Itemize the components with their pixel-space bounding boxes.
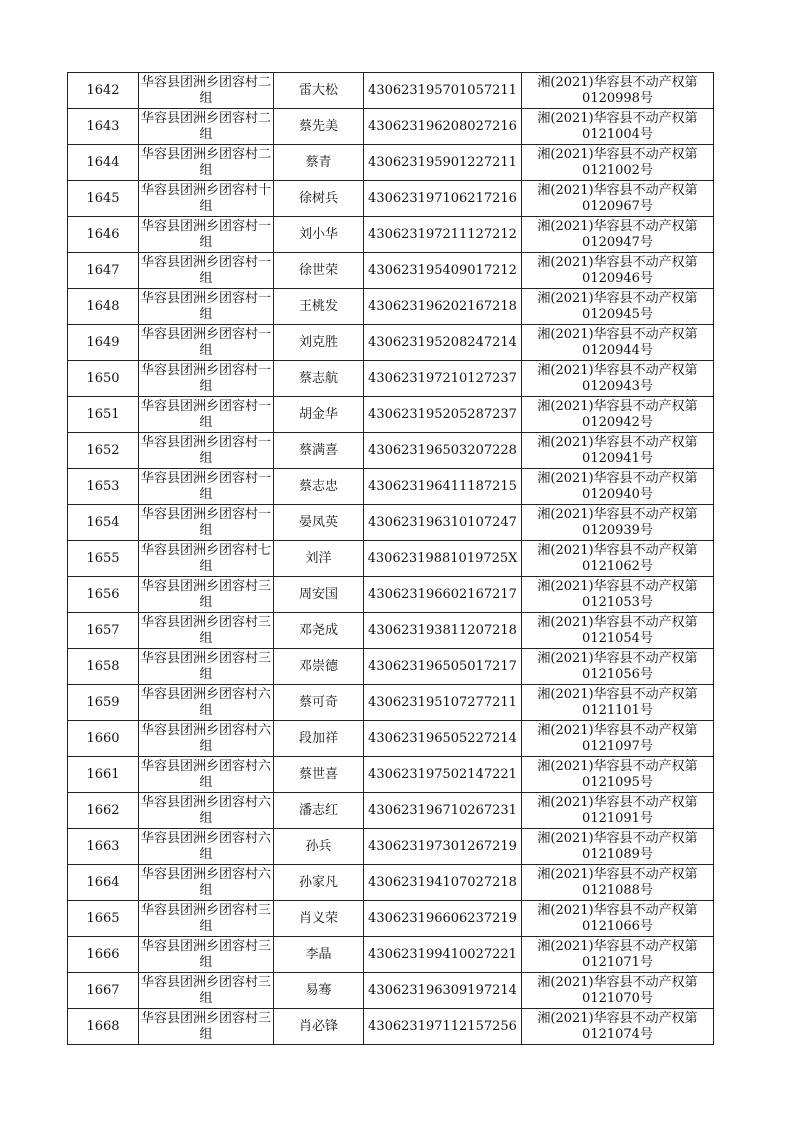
location-cell-text: 华容县团洲乡团容村三组 (140, 974, 271, 1006)
location-cell (139, 397, 274, 433)
owner-name-cell-text: 雷大松 (298, 82, 338, 98)
certificate-cell-text: 湘(2021)华容县不动产权第0121074号 (537, 1010, 698, 1042)
table-row (68, 577, 714, 613)
table-row (68, 829, 714, 865)
owner-name-cell (274, 829, 364, 865)
row-number-cell (68, 865, 139, 901)
row-number-cell (68, 361, 139, 397)
certificate-cell-text: 湘(2021)华容县不动产权第0121054号 (537, 614, 698, 646)
row-number-cell-text: 1654 (86, 514, 120, 530)
owner-name-cell (274, 505, 364, 541)
id-number-cell (364, 1009, 522, 1045)
location-cell (139, 253, 274, 289)
certificate-cell (522, 721, 714, 757)
id-number-cell (364, 145, 522, 181)
certificate-cell-text: 湘(2021)华容县不动产权第0120941号 (537, 434, 698, 466)
row-number-cell-text: 1645 (86, 190, 120, 206)
row-number-cell-text: 1655 (86, 550, 120, 566)
location-cell-text: 华容县团洲乡团容村二组 (140, 74, 271, 106)
owner-name-cell (274, 1009, 364, 1045)
location-cell (139, 541, 274, 577)
owner-name-cell-text: 蔡志忠 (298, 478, 338, 494)
certificate-cell-text: 湘(2021)华容县不动产权第0121091号 (537, 794, 698, 826)
owner-name-cell-text: 潘志红 (298, 802, 338, 818)
table-row (68, 109, 714, 145)
row-number-cell-text: 1664 (86, 874, 120, 890)
id-number-cell-text: 430623197502147221 (368, 766, 517, 782)
owner-name-cell (274, 325, 364, 361)
location-cell-text: 华容县团洲乡团容村一组 (140, 506, 271, 538)
table-row (68, 901, 714, 937)
table-row (68, 541, 714, 577)
id-number-cell (364, 73, 522, 109)
id-number-cell (364, 541, 522, 577)
owner-name-cell (274, 433, 364, 469)
row-number-cell (68, 109, 139, 145)
owner-name-cell-text: 孙家凡 (298, 874, 338, 890)
row-number-cell-text: 1652 (86, 442, 120, 458)
location-cell-text: 华容县团洲乡团容村六组 (140, 722, 271, 754)
location-cell (139, 721, 274, 757)
owner-name-cell (274, 541, 364, 577)
id-number-cell-text: 430623196208027216 (368, 118, 517, 134)
location-cell (139, 793, 274, 829)
owner-name-cell (274, 613, 364, 649)
row-number-cell (68, 505, 139, 541)
owner-name-cell (274, 109, 364, 145)
owner-name-cell-text: 胡金华 (298, 406, 338, 422)
table-row (68, 181, 714, 217)
certificate-cell-text: 湘(2021)华容县不动产权第0120940号 (537, 470, 698, 502)
row-number-cell (68, 649, 139, 685)
id-number-cell (364, 865, 522, 901)
certificate-cell-text: 湘(2021)华容县不动产权第0121089号 (537, 830, 698, 862)
table-row (68, 217, 714, 253)
row-number-cell (68, 757, 139, 793)
id-number-cell-text: 430623197112157256 (368, 1018, 517, 1034)
row-number-cell (68, 145, 139, 181)
table-row (68, 469, 714, 505)
location-cell (139, 469, 274, 505)
certificate-cell-text: 湘(2021)华容县不动产权第0121071号 (537, 938, 698, 970)
certificate-cell (522, 577, 714, 613)
row-number-cell-text: 1666 (86, 946, 120, 962)
location-cell (139, 361, 274, 397)
owner-name-cell (274, 721, 364, 757)
owner-name-cell (274, 577, 364, 613)
table-row (68, 973, 714, 1009)
owner-name-cell-text: 刘洋 (305, 550, 332, 566)
row-number-cell-text: 1648 (86, 298, 120, 314)
row-number-cell (68, 973, 139, 1009)
certificate-cell (522, 145, 714, 181)
certificate-cell (522, 397, 714, 433)
location-cell-text: 华容县团洲乡团容村六组 (140, 758, 271, 790)
owner-name-cell-text: 蔡世喜 (298, 766, 338, 782)
id-number-cell-text: 430623193811207218 (368, 622, 517, 638)
certificate-cell (522, 973, 714, 1009)
id-number-cell (364, 325, 522, 361)
location-cell (139, 325, 274, 361)
certificate-cell (522, 1009, 714, 1045)
location-cell (139, 829, 274, 865)
id-number-cell (364, 793, 522, 829)
owner-name-cell-text: 蔡青 (305, 154, 332, 170)
owner-name-cell-text: 徐世荣 (298, 262, 338, 278)
table-row (68, 613, 714, 649)
id-number-cell (364, 973, 522, 1009)
id-number-cell-text: 430623196503207228 (368, 442, 517, 458)
location-cell-text: 华容县团洲乡团容村三组 (140, 614, 271, 646)
id-number-cell-text: 430623196310107247 (368, 514, 517, 530)
owner-name-cell-text: 邓崇德 (298, 658, 338, 674)
owner-name-cell (274, 865, 364, 901)
row-number-cell-text: 1668 (86, 1018, 120, 1034)
id-number-cell-text: 430623197106217216 (368, 190, 517, 206)
owner-name-cell-text: 肖义荣 (298, 910, 338, 926)
row-number-cell (68, 1009, 139, 1045)
owner-name-cell-text: 刘小华 (298, 226, 338, 242)
id-number-cell (364, 757, 522, 793)
id-number-cell-text: 430623195901227211 (368, 154, 517, 170)
certificate-cell-text: 湘(2021)华容县不动产权第0120939号 (537, 506, 698, 538)
certificate-cell (522, 469, 714, 505)
row-number-cell (68, 325, 139, 361)
location-cell-text: 华容县团洲乡团容村三组 (140, 938, 271, 970)
owner-name-cell (274, 289, 364, 325)
owner-name-cell (274, 181, 364, 217)
location-cell-text: 华容县团洲乡团容村十组 (140, 182, 271, 214)
location-cell-text: 华容县团洲乡团容村二组 (140, 146, 271, 178)
id-number-cell-text: 430623196411187215 (368, 478, 517, 494)
id-number-cell-text: 430623197210127237 (368, 370, 517, 386)
location-cell (139, 937, 274, 973)
table-row (68, 685, 714, 721)
owner-name-cell-text: 周安国 (298, 586, 338, 602)
certificate-cell (522, 865, 714, 901)
id-number-cell-text: 430623196606237219 (368, 910, 517, 926)
owner-name-cell (274, 397, 364, 433)
location-cell (139, 649, 274, 685)
table-row (68, 505, 714, 541)
id-number-cell (364, 577, 522, 613)
certificate-cell (522, 901, 714, 937)
location-cell (139, 757, 274, 793)
id-number-cell (364, 289, 522, 325)
certificate-cell (522, 685, 714, 721)
row-number-cell-text: 1649 (86, 334, 120, 350)
row-number-cell-text: 1642 (86, 82, 120, 98)
id-number-cell (364, 361, 522, 397)
location-cell-text: 华容县团洲乡团容村六组 (140, 794, 271, 826)
id-number-cell-text: 430623195107277211 (368, 694, 517, 710)
table-row (68, 865, 714, 901)
location-cell-text: 华容县团洲乡团容村一组 (140, 434, 271, 466)
row-number-cell (68, 613, 139, 649)
certificate-cell (522, 613, 714, 649)
id-number-cell-text: 430623197211127212 (368, 226, 517, 242)
certificate-cell-text: 湘(2021)华容县不动产权第0121004号 (537, 110, 698, 142)
location-cell-text: 华容县团洲乡团容村三组 (140, 1010, 271, 1042)
location-cell (139, 73, 274, 109)
row-number-cell-text: 1657 (86, 622, 120, 638)
location-cell-text: 华容县团洲乡团容村六组 (140, 686, 271, 718)
row-number-cell-text: 1662 (86, 802, 120, 818)
certificate-cell (522, 433, 714, 469)
location-cell-text: 华容县团洲乡团容村一组 (140, 398, 271, 430)
certificate-cell (522, 757, 714, 793)
location-cell-text: 华容县团洲乡团容村一组 (140, 326, 271, 358)
table-row (68, 325, 714, 361)
location-cell-text: 华容县团洲乡团容村一组 (140, 254, 271, 286)
owner-name-cell-text: 徐树兵 (298, 190, 338, 206)
owner-name-cell (274, 793, 364, 829)
certificate-cell-text: 湘(2021)华容县不动产权第0120942号 (537, 398, 698, 430)
id-number-cell-text: 430623195205287237 (368, 406, 517, 422)
location-cell-text: 华容县团洲乡团容村二组 (140, 110, 271, 142)
id-number-cell-text: 430623196202167218 (368, 298, 517, 314)
certificate-cell (522, 829, 714, 865)
row-number-cell (68, 793, 139, 829)
owner-name-cell (274, 217, 364, 253)
row-number-cell (68, 181, 139, 217)
certificate-cell-text: 湘(2021)华容县不动产权第0121056号 (537, 650, 698, 682)
owner-name-cell-text: 孙兵 (305, 838, 332, 854)
row-number-cell-text: 1665 (86, 910, 120, 926)
owner-name-cell (274, 901, 364, 937)
id-number-cell-text: 430623196309197214 (368, 982, 517, 998)
id-number-cell (364, 181, 522, 217)
table-row (68, 289, 714, 325)
row-number-cell-text: 1653 (86, 478, 120, 494)
location-cell (139, 181, 274, 217)
location-cell-text: 华容县团洲乡团容村一组 (140, 290, 271, 322)
location-cell-text: 华容县团洲乡团容村三组 (140, 902, 271, 934)
id-number-cell-text: 430623196505017217 (368, 658, 517, 674)
id-number-cell-text: 430623199410027221 (368, 946, 517, 962)
certificate-cell-text: 湘(2021)华容县不动产权第0121097号 (537, 722, 698, 754)
row-number-cell (68, 433, 139, 469)
certificate-cell (522, 109, 714, 145)
row-number-cell-text: 1650 (86, 370, 120, 386)
table-row (68, 433, 714, 469)
owner-name-cell (274, 145, 364, 181)
certificate-cell-text: 湘(2021)华容县不动产权第0120967号 (537, 182, 698, 214)
row-number-cell-text: 1667 (86, 982, 120, 998)
id-number-cell-text: 430623197301267219 (368, 838, 517, 854)
table-row (68, 361, 714, 397)
id-number-cell (364, 829, 522, 865)
id-number-cell (364, 901, 522, 937)
id-number-cell (364, 397, 522, 433)
owner-name-cell-text: 邓尧成 (298, 622, 338, 638)
id-number-cell (364, 217, 522, 253)
certificate-cell-text: 湘(2021)华容县不动产权第0121095号 (537, 758, 698, 790)
owner-name-cell-text: 段加祥 (298, 730, 338, 746)
certificate-cell (522, 541, 714, 577)
certificate-cell (522, 181, 714, 217)
id-number-cell-text: 43062319881019725X (367, 550, 518, 566)
location-cell (139, 433, 274, 469)
id-number-cell-text: 430623196710267231 (368, 802, 517, 818)
row-number-cell-text: 1663 (86, 838, 120, 854)
location-cell-text: 华容县团洲乡团容村一组 (140, 218, 271, 250)
table-row (68, 145, 714, 181)
certificate-cell (522, 253, 714, 289)
row-number-cell (68, 901, 139, 937)
certificate-cell-text: 湘(2021)华容县不动产权第0120946号 (537, 254, 698, 286)
location-cell (139, 613, 274, 649)
table-row (68, 253, 714, 289)
certificate-cell (522, 289, 714, 325)
owner-name-cell-text: 王桃发 (298, 298, 338, 314)
row-number-cell (68, 397, 139, 433)
row-number-cell (68, 253, 139, 289)
owner-name-cell-text: 李晶 (305, 946, 332, 962)
owner-name-cell (274, 973, 364, 1009)
table-row (68, 649, 714, 685)
certificate-cell-text: 湘(2021)华容县不动产权第0121062号 (537, 542, 698, 574)
location-cell (139, 505, 274, 541)
certificate-cell (522, 73, 714, 109)
location-cell (139, 685, 274, 721)
id-number-cell-text: 430623195208247214 (368, 334, 517, 350)
row-number-cell (68, 289, 139, 325)
owner-name-cell-text: 蔡满喜 (298, 442, 338, 458)
certificate-cell-text: 湘(2021)华容县不动产权第0120947号 (537, 218, 698, 250)
location-cell (139, 1009, 274, 1045)
owner-name-cell-text: 蔡可奇 (298, 694, 338, 710)
owner-name-cell (274, 757, 364, 793)
row-number-cell-text: 1658 (86, 658, 120, 674)
row-number-cell (68, 577, 139, 613)
row-number-cell-text: 1644 (86, 154, 120, 170)
certificate-cell (522, 649, 714, 685)
table-row (68, 793, 714, 829)
owner-name-cell-text: 刘克胜 (298, 334, 338, 350)
owner-name-cell (274, 73, 364, 109)
certificate-cell-text: 湘(2021)华容县不动产权第0121101号 (537, 686, 698, 718)
certificate-cell (522, 505, 714, 541)
certificate-cell-text: 湘(2021)华容县不动产权第0120945号 (537, 290, 698, 322)
certificate-cell-text: 湘(2021)华容县不动产权第0120998号 (537, 74, 698, 106)
table-row (68, 721, 714, 757)
row-number-cell-text: 1661 (86, 766, 120, 782)
id-number-cell (364, 721, 522, 757)
owner-name-cell-text: 晏凤英 (298, 514, 338, 530)
property-registry-table (67, 72, 714, 1045)
location-cell-text: 华容县团洲乡团容村六组 (140, 866, 271, 898)
id-number-cell-text: 430623195409017212 (368, 262, 517, 278)
location-cell (139, 901, 274, 937)
owner-name-cell (274, 361, 364, 397)
certificate-cell (522, 325, 714, 361)
location-cell (139, 865, 274, 901)
row-number-cell (68, 685, 139, 721)
location-cell (139, 145, 274, 181)
id-number-cell (364, 253, 522, 289)
certificate-cell (522, 217, 714, 253)
location-cell-text: 华容县团洲乡团容村一组 (140, 470, 271, 502)
id-number-cell (364, 505, 522, 541)
row-number-cell (68, 469, 139, 505)
id-number-cell (364, 685, 522, 721)
certificate-cell-text: 湘(2021)华容县不动产权第0121002号 (537, 146, 698, 178)
row-number-cell-text: 1659 (86, 694, 120, 710)
table-row (68, 397, 714, 433)
row-number-cell-text: 1643 (86, 118, 120, 134)
certificate-cell-text: 湘(2021)华容县不动产权第0121053号 (537, 578, 698, 610)
id-number-cell (364, 469, 522, 505)
table-row (68, 937, 714, 973)
certificate-cell-text: 湘(2021)华容县不动产权第0121088号 (537, 866, 698, 898)
location-cell (139, 289, 274, 325)
row-number-cell-text: 1660 (86, 730, 120, 746)
id-number-cell (364, 613, 522, 649)
owner-name-cell (274, 937, 364, 973)
owner-name-cell (274, 469, 364, 505)
id-number-cell-text: 430623195701057211 (368, 82, 517, 98)
id-number-cell (364, 937, 522, 973)
location-cell-text: 华容县团洲乡团容村一组 (140, 362, 271, 394)
location-cell (139, 973, 274, 1009)
location-cell-text: 华容县团洲乡团容村三组 (140, 578, 271, 610)
certificate-cell (522, 937, 714, 973)
certificate-cell-text: 湘(2021)华容县不动产权第0120944号 (537, 326, 698, 358)
id-number-cell (364, 109, 522, 145)
certificate-cell-text: 湘(2021)华容县不动产权第0121070号 (537, 974, 698, 1006)
row-number-cell (68, 541, 139, 577)
location-cell-text: 华容县团洲乡团容村六组 (140, 830, 271, 862)
row-number-cell (68, 217, 139, 253)
id-number-cell-text: 430623196505227214 (368, 730, 517, 746)
owner-name-cell-text: 易骞 (305, 982, 332, 998)
location-cell (139, 109, 274, 145)
row-number-cell-text: 1651 (86, 406, 120, 422)
row-number-cell (68, 73, 139, 109)
row-number-cell (68, 829, 139, 865)
location-cell-text: 华容县团洲乡团容村三组 (140, 650, 271, 682)
row-number-cell-text: 1656 (86, 586, 120, 602)
owner-name-cell (274, 685, 364, 721)
owner-name-cell-text: 蔡志航 (298, 370, 338, 386)
id-number-cell-text: 430623194107027218 (368, 874, 517, 890)
location-cell-text: 华容县团洲乡团容村七组 (140, 542, 271, 574)
table-row (68, 1009, 714, 1045)
certificate-cell-text: 湘(2021)华容县不动产权第0120943号 (537, 362, 698, 394)
row-number-cell (68, 937, 139, 973)
certificate-cell (522, 793, 714, 829)
row-number-cell-text: 1646 (86, 226, 120, 242)
row-number-cell-text: 1647 (86, 262, 120, 278)
id-number-cell (364, 649, 522, 685)
row-number-cell (68, 721, 139, 757)
owner-name-cell (274, 253, 364, 289)
id-number-cell (364, 433, 522, 469)
location-cell (139, 217, 274, 253)
owner-name-cell-text: 蔡先美 (298, 118, 338, 134)
table-row (68, 73, 714, 109)
location-cell (139, 577, 274, 613)
owner-name-cell-text: 肖必锋 (298, 1018, 338, 1034)
owner-name-cell (274, 649, 364, 685)
id-number-cell-text: 430623196602167217 (368, 586, 517, 602)
certificate-cell-text: 湘(2021)华容县不动产权第0121066号 (537, 902, 698, 934)
certificate-cell (522, 361, 714, 397)
table-body (68, 73, 714, 1045)
table-row (68, 757, 714, 793)
